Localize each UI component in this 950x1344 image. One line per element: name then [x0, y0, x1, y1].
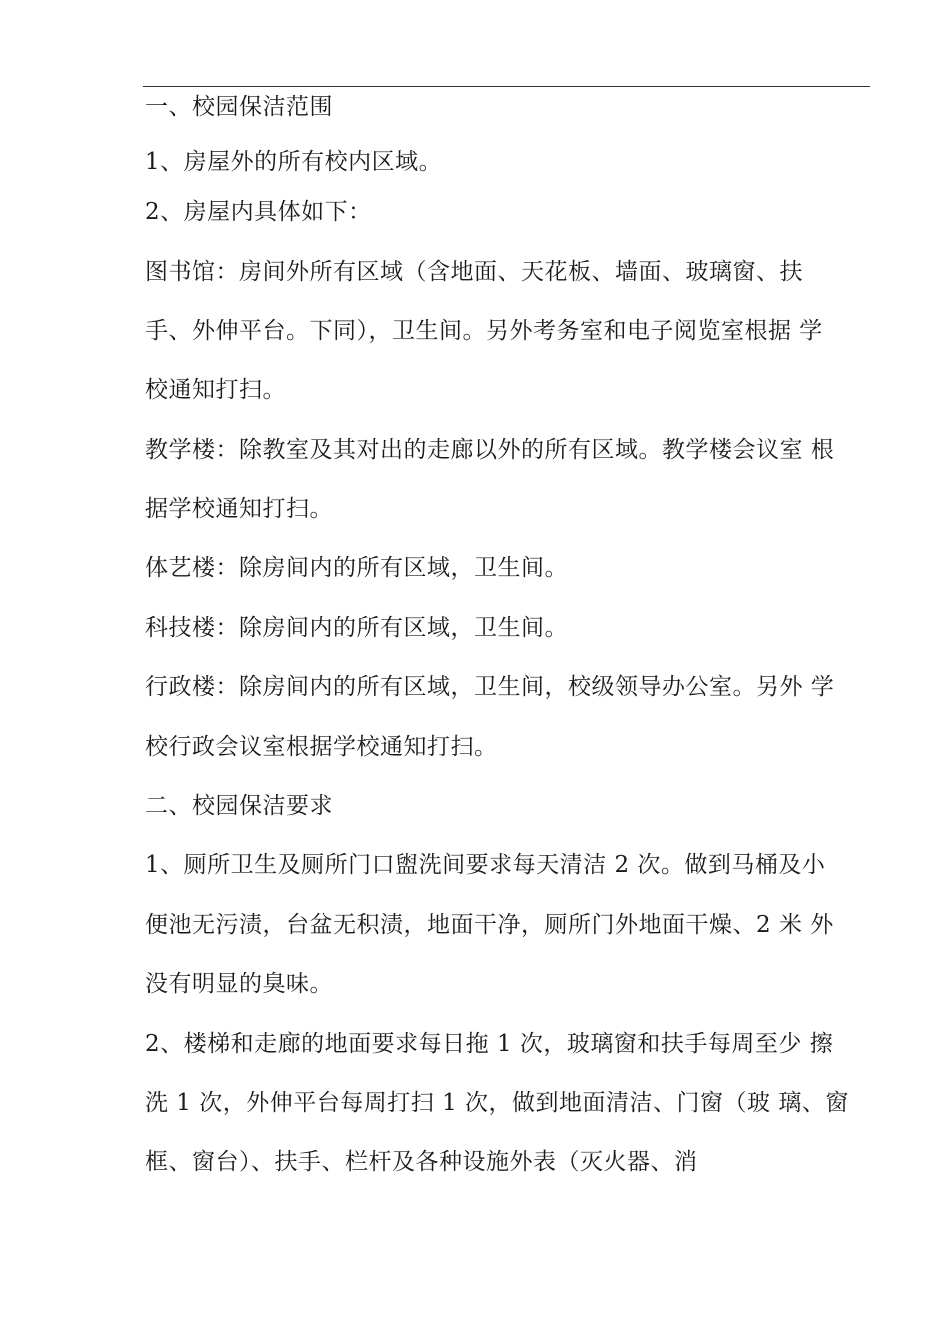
header-rule	[143, 86, 870, 87]
paragraph-line: 没有明显的臭味。	[145, 971, 333, 997]
paragraph-line: 洗 1 次，外伸平台每周打扫 1 次，做到地面清洁、门窗（玻 璃、窗	[145, 1090, 849, 1116]
paragraph-line: 便池无污渍，台盆无积渍，地面干净，厕所门外地面干燥、2 米 外	[145, 912, 834, 938]
section-heading-scope: 一、校园保洁范围	[145, 94, 333, 120]
paragraph-line: 1、厕所卫生及厕所门口盥洗间要求每天清洁 2 次。做到马桶及小	[145, 852, 826, 878]
paragraph-line: 行政楼：除房间内的所有区域，卫生间，校级领导办公室。另外 学	[145, 674, 835, 700]
paragraph-line: 2、楼梯和走廊的地面要求每日拖 1 次，玻璃窗和扶手每周至少 擦	[145, 1031, 834, 1057]
paragraph-line: 1、房屋外的所有校内区域。	[145, 149, 443, 175]
paragraph-line: 科技楼：除房间内的所有区域，卫生间。	[145, 615, 568, 641]
paragraph-line: 据学校通知打扫。	[145, 496, 333, 522]
section-heading-requirements: 二、校园保洁要求	[145, 793, 333, 819]
paragraph-line: 2、房屋内具体如下：	[145, 199, 372, 225]
paragraph-line: 教学楼：除教室及其对出的走廊以外的所有区域。教学楼会议室 根	[145, 437, 835, 463]
paragraph-line: 校行政会议室根据学校通知打扫。	[145, 734, 498, 760]
paragraph-line: 图书馆：房间外所有区域（含地面、天花板、墙面、玻璃窗、扶	[145, 259, 803, 285]
paragraph-line: 校通知打扫。	[145, 377, 286, 403]
paragraph-line: 框、窗台）、扶手、栏杆及各种设施外表（灭火器、消	[145, 1149, 698, 1175]
paragraph-line: 手、外伸平台。下同），卫生间。另外考务室和电子阅览室根据 学	[145, 318, 823, 344]
paragraph-line: 体艺楼：除房间内的所有区域，卫生间。	[145, 555, 568, 581]
